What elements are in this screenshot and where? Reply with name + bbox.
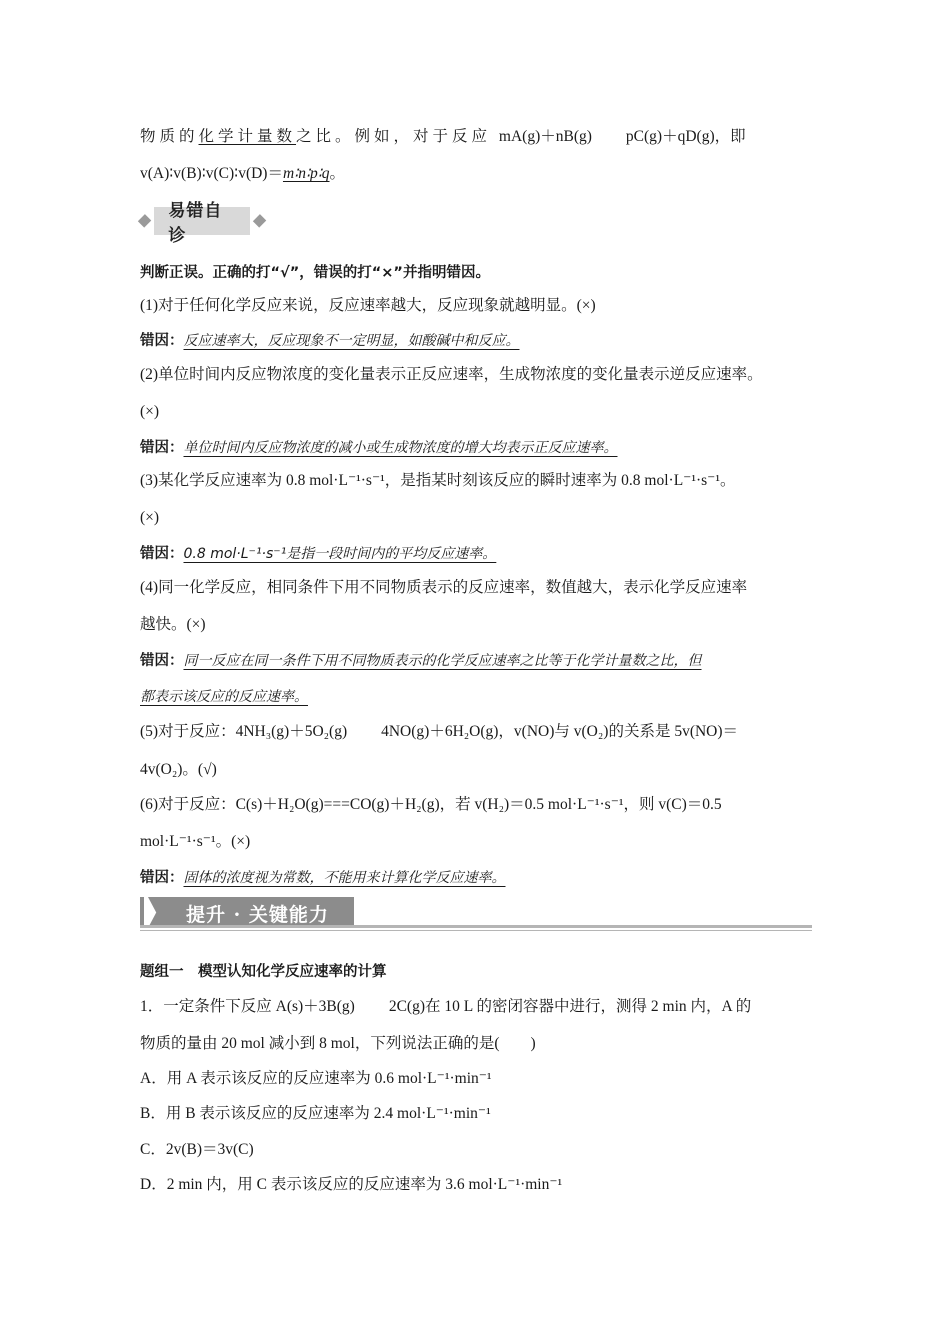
error-label: 错因： (140, 546, 184, 562)
section-banner (140, 897, 812, 931)
error-answer: 反应速率大，反应现象不一定明显，如酸碱中和反应。 (183, 333, 520, 349)
instruction: 判断正误。正确的打“√”，错误的打“×”并指明错因。 (140, 265, 490, 281)
question-4-cont: 越快。(×) (140, 616, 206, 633)
reaction-left: mA(g)＋nB(g) (498, 128, 592, 145)
text: 之比。例如，对于反应 (296, 128, 492, 145)
reaction-right: 4NO(g)＋6H₂O(g)，v(NO)与 v(O₂)的关系是 5v(NO)＝ (381, 723, 739, 740)
question-4: (4)同一化学反应，相同条件下用不同物质表示的反应速率，数值越大，表示化学反应速率 (140, 579, 748, 596)
question-5 (140, 721, 738, 743)
text: 。 (329, 165, 346, 182)
underlined-term: 化学计量数 (198, 128, 297, 145)
question-2: (2)单位时间内反应物浓度的变化量表示正反应速率，生成物浓度的变化量表示逆反应速率。 (140, 366, 763, 383)
error-cause-4 (140, 650, 702, 672)
option-d: D．2 min 内，用 C 表示该反应的反应速率为 3.6 mol·L⁻¹·min⁻¹ (140, 1176, 563, 1193)
section-badge-label: 易错自诊 (154, 207, 249, 235)
option-b: B．用 B 表示该反应的反应速率为 2.4 mol·L⁻¹·min⁻¹ (140, 1105, 491, 1122)
option-c: C．2v(B)＝3v(C) (140, 1141, 254, 1158)
error-label: 错因： (140, 653, 184, 669)
error-answer: 单位时间内反应物浓度的减小或生成物浓度的增大均表示正反应速率。 (183, 440, 618, 456)
text-line (140, 126, 746, 148)
problem-1 (140, 996, 751, 1018)
group-title: 题组一 模型认知化学反应速率的计算 (140, 964, 387, 980)
text-line (140, 163, 345, 185)
reaction-right: 2C(g)在 10 L 的密闭容器中进行，测得 2 min 内，A 的 (388, 998, 752, 1015)
question-1: (1)对于任何化学反应来说，反应速率越大，反应现象就越明显。(×) (140, 297, 596, 314)
text: 物质的 (140, 128, 199, 145)
diamond-icon (138, 214, 152, 228)
section-banner-label: 提升 · 关键能力 (186, 904, 329, 926)
error-label: 错因： (140, 440, 184, 456)
error-cause-3 (140, 543, 496, 565)
diamond-icon (252, 214, 266, 228)
error-label: 错因： (140, 333, 184, 349)
option-a: A．用 A 表示该反应的反应速率为 0.6 mol·L⁻¹·min⁻¹ (140, 1070, 492, 1087)
error-answer: 都表示该反应的反应速率。 (140, 689, 308, 705)
reaction-right: pC(g)＋qD(g)，即 (625, 128, 746, 145)
error-cause-4-cont (140, 686, 308, 708)
error-cause-2 (140, 437, 618, 459)
question-6: (6)对于反应：C(s)＋H₂O(g)===CO(g)＋H₂(g)，若 v(H₂)＝0.5 mol·L⁻¹·s⁻¹，则 v(C)＝0.5 (140, 796, 722, 813)
ratio-expression: v(A)∶v(B)∶v(C)∶v(D)＝ (140, 165, 283, 182)
question-2-mark: (×) (140, 403, 160, 420)
section-badge (140, 201, 264, 246)
answer-blank: m∶n∶p∶q (282, 165, 330, 182)
error-answer: 同一反应在同一条件下用不同物质表示的化学反应速率之比等于化学计量数之比，但 (183, 653, 702, 669)
question-5-cont: 4v(O₂)。(√) (140, 761, 217, 778)
question-3-mark: (×) (140, 509, 160, 526)
error-cause-6 (140, 867, 506, 889)
reaction-left: (5)对于反应：4NH₃(g)＋5O₂(g) (140, 723, 348, 740)
error-cause-1 (140, 330, 520, 352)
question-3: (3)某化学反应速率为 0.8 mol·L⁻¹·s⁻¹，是指某时刻该反应的瞬时速率为 0.8 mol·L⁻¹·s⁻¹。 (140, 472, 736, 489)
error-answer: 0.8 mol·L⁻¹·s⁻¹是指一段时间内的平均反应速率。 (183, 546, 497, 562)
question-6-cont: mol·L⁻¹·s⁻¹。(×) (140, 833, 251, 850)
reaction-left: 1．一定条件下反应 A(s)＋3B(g) (140, 998, 355, 1015)
problem-1-cont: 物质的量由 20 mol 减小到 8 mol，下列说法正确的是( ) (140, 1035, 536, 1052)
error-answer: 固体的浓度视为常数，不能用来计算化学反应速率。 (183, 870, 506, 886)
error-label: 错因： (140, 870, 184, 886)
